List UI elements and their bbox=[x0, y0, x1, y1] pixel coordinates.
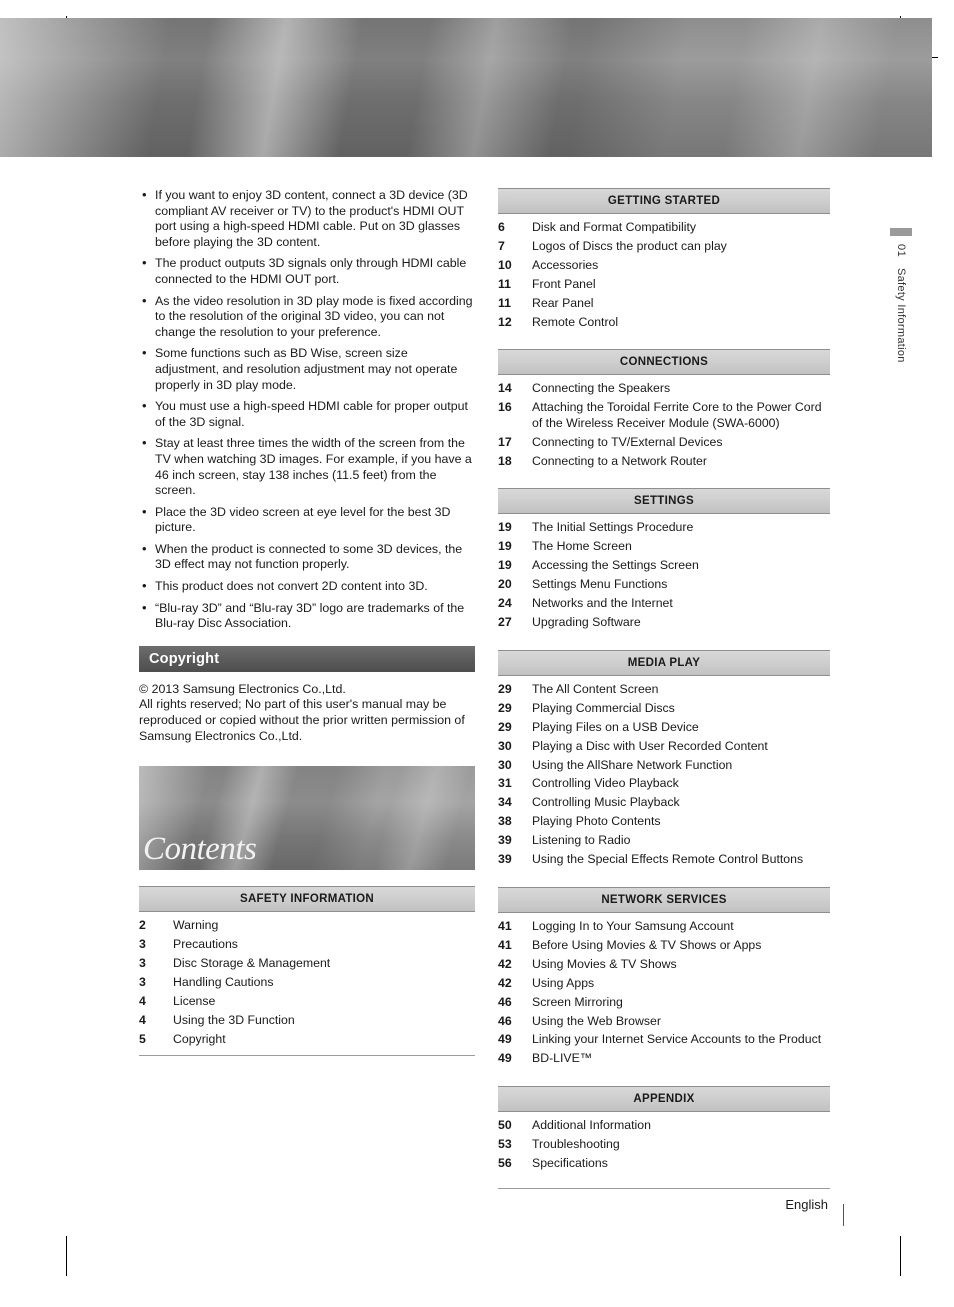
table-row[interactable] bbox=[498, 814, 830, 833]
toc-label: Copyright bbox=[173, 1031, 226, 1046]
toc-label: Connecting to a Network Router bbox=[532, 453, 707, 468]
side-tab-label: Safety Information bbox=[895, 268, 907, 363]
toc-page: 42 bbox=[498, 975, 512, 990]
toc-table-safety-information bbox=[139, 918, 475, 1050]
toc-label: Handling Cautions bbox=[173, 974, 274, 989]
toc-page: 10 bbox=[498, 257, 512, 272]
toc-label: Linking your Internet Service Accounts to the Product bbox=[532, 1032, 822, 1047]
contents-title: Contents bbox=[143, 831, 257, 868]
toc-label: Specifications bbox=[532, 1156, 608, 1171]
right-column bbox=[498, 188, 830, 1175]
toc-label: The All Content Screen bbox=[532, 681, 659, 696]
table-row[interactable] bbox=[498, 220, 830, 239]
table-row[interactable] bbox=[498, 795, 830, 814]
toc-page: 19 bbox=[498, 539, 512, 554]
table-row[interactable] bbox=[498, 381, 830, 400]
toc-page: 38 bbox=[498, 814, 512, 829]
list-item: • When the product is connected to some 3D devices, the 3D effect may not function properly. bbox=[139, 542, 475, 573]
table-row[interactable] bbox=[498, 682, 830, 701]
table-row[interactable] bbox=[498, 435, 830, 454]
toc-table-connections bbox=[498, 381, 830, 472]
toc-label: Disc Storage & Management bbox=[173, 956, 331, 971]
toc-table-media-play bbox=[498, 682, 830, 871]
toc-section-heading-settings: SETTINGS bbox=[498, 488, 830, 514]
list-item: • Stay at least three times the width of the screen from the TV when watching 3D images. For example, if you have a 46 inch screen, stay 138 inches (11.5 feet) from the screen. bbox=[139, 436, 475, 498]
toc-page: 42 bbox=[498, 956, 512, 971]
page-footer bbox=[498, 1188, 830, 1212]
table-row[interactable] bbox=[498, 520, 830, 539]
table-row[interactable] bbox=[498, 938, 830, 957]
toc-page: 39 bbox=[498, 833, 512, 848]
toc-page: 29 bbox=[498, 700, 512, 715]
toc-label: Using the Web Browser bbox=[532, 1013, 661, 1028]
toc-page: 49 bbox=[498, 1051, 512, 1066]
toc-page: 16 bbox=[498, 400, 512, 415]
toc-page: 4 bbox=[139, 993, 146, 1008]
toc-page: 34 bbox=[498, 795, 512, 810]
toc-page: 14 bbox=[498, 381, 512, 396]
toc-page: 6 bbox=[498, 220, 505, 234]
toc-page: 24 bbox=[498, 596, 512, 611]
table-row[interactable] bbox=[498, 400, 830, 434]
toc-label: Accessories bbox=[532, 257, 599, 272]
toc-section-heading-connections: CONNECTIONS bbox=[498, 349, 830, 375]
toc-label: Rear Panel bbox=[532, 295, 594, 310]
toc-page: 19 bbox=[498, 520, 512, 535]
toc-label: The Home Screen bbox=[532, 539, 632, 554]
table-row[interactable] bbox=[498, 995, 830, 1014]
toc-label: License bbox=[173, 993, 216, 1008]
toc-page: 29 bbox=[498, 681, 512, 696]
table-row[interactable] bbox=[139, 937, 475, 956]
toc-table-getting-started bbox=[498, 220, 830, 333]
toc-section-heading-getting-started: GETTING STARTED bbox=[498, 188, 830, 214]
left-column bbox=[139, 188, 475, 1056]
table-row[interactable] bbox=[498, 539, 830, 558]
toc-page: 39 bbox=[498, 852, 512, 867]
table-row[interactable] bbox=[498, 596, 830, 615]
list-item: • You must use a high-speed HDMI cable for proper output of the 3D signal. bbox=[139, 399, 475, 430]
toc-label: Playing Commercial Discs bbox=[532, 700, 675, 715]
table-row[interactable] bbox=[498, 720, 830, 739]
copyright-line-2: All rights reserved; No part of this user's manual may be reproduced or copied without the prior written permission of Samsung Electronics Co.,Ltd. bbox=[139, 697, 465, 743]
toc-page: 46 bbox=[498, 1013, 512, 1028]
header-banner-image bbox=[0, 18, 932, 157]
table-row[interactable] bbox=[498, 758, 830, 777]
copyright-text bbox=[139, 682, 475, 744]
toc-label: BD-LIVE™ bbox=[532, 1051, 593, 1066]
table-row[interactable] bbox=[139, 975, 475, 994]
table-row[interactable] bbox=[498, 454, 830, 473]
toc-divider bbox=[139, 1055, 475, 1056]
toc-page: 18 bbox=[498, 453, 512, 468]
toc-label: Using Apps bbox=[532, 975, 595, 990]
footer-language: English bbox=[785, 1197, 828, 1212]
table-row[interactable] bbox=[139, 956, 475, 975]
toc-page: 19 bbox=[498, 558, 512, 573]
toc-page: 46 bbox=[498, 994, 512, 1009]
toc-label: Using the Special Effects Remote Control Buttons bbox=[532, 852, 804, 867]
toc-label: Upgrading Software bbox=[532, 615, 641, 629]
table-row[interactable] bbox=[498, 739, 830, 758]
toc-page: 50 bbox=[498, 1118, 512, 1133]
contents-hero-image bbox=[139, 766, 475, 870]
list-item: • If you want to enjoy 3D content, connect a 3D device (3D compliant AV receiver or TV) to the product's HDMI OUT port using a high-speed HDMI cable. Put on 3D glasses before playing the 3D content. bbox=[139, 188, 475, 250]
toc-label: Attaching the Toroidal Ferrite Core to the Power Cord of the Wireless Receiver Module (SWA-6000) bbox=[532, 400, 822, 430]
table-row[interactable] bbox=[498, 919, 830, 938]
table-row[interactable] bbox=[498, 1118, 830, 1137]
toc-page: 20 bbox=[498, 577, 512, 592]
toc-page: 30 bbox=[498, 757, 512, 772]
toc-label: Controlling Video Playback bbox=[532, 776, 679, 791]
table-row[interactable] bbox=[498, 1051, 830, 1070]
table-row[interactable] bbox=[498, 1032, 830, 1051]
page-number: 01 bbox=[895, 244, 907, 258]
table-row[interactable] bbox=[498, 701, 830, 720]
table-row[interactable] bbox=[498, 833, 830, 852]
toc-label: Logging In to Your Samsung Account bbox=[532, 918, 734, 933]
toc-label: Listening to Radio bbox=[532, 833, 631, 848]
table-row[interactable] bbox=[498, 558, 830, 577]
page-side-tab bbox=[890, 228, 912, 368]
toc-label: Before Using Movies & TV Shows or Apps bbox=[532, 937, 762, 952]
toc-page: 53 bbox=[498, 1137, 512, 1152]
table-row[interactable] bbox=[498, 296, 830, 315]
toc-label: The Initial Settings Procedure bbox=[532, 520, 694, 535]
toc-table-network-services bbox=[498, 919, 830, 1070]
table-row[interactable] bbox=[139, 918, 475, 937]
toc-table-settings bbox=[498, 520, 830, 633]
toc-label: Playing Files on a USB Device bbox=[532, 719, 699, 734]
toc-page: 3 bbox=[139, 956, 146, 971]
toc-label: Warning bbox=[173, 918, 219, 933]
toc-section-heading-network-services: NETWORK SERVICES bbox=[498, 887, 830, 913]
toc-label: Playing a Disc with User Recorded Content bbox=[532, 738, 768, 753]
list-item: • The product outputs 3D signals only through HDMI cable connected to the HDMI OUT port. bbox=[139, 256, 475, 287]
toc-label: Front Panel bbox=[532, 276, 596, 291]
toc-page: 12 bbox=[498, 314, 512, 329]
table-row[interactable] bbox=[139, 1013, 475, 1032]
toc-page: 3 bbox=[139, 974, 146, 989]
copyright-line-1: © 2013 Samsung Electronics Co.,Ltd. bbox=[139, 681, 346, 696]
toc-table-appendix bbox=[498, 1118, 830, 1175]
crop-mark-bottom-left bbox=[66, 1236, 67, 1276]
toc-label: Troubleshooting bbox=[532, 1137, 620, 1152]
toc-page: 41 bbox=[498, 918, 512, 933]
table-row[interactable] bbox=[498, 852, 830, 871]
toc-page: 4 bbox=[139, 1012, 146, 1027]
toc-section-heading-safety-information: SAFETY INFORMATION bbox=[139, 886, 475, 912]
toc-page: 7 bbox=[498, 238, 505, 253]
side-tab-bar bbox=[890, 228, 912, 236]
toc-page: 31 bbox=[498, 776, 512, 791]
table-row[interactable] bbox=[498, 957, 830, 976]
table-row[interactable] bbox=[498, 615, 830, 634]
toc-label: Additional Information bbox=[532, 1118, 651, 1133]
table-row[interactable] bbox=[498, 277, 830, 296]
table-row[interactable] bbox=[498, 976, 830, 995]
toc-page: 27 bbox=[498, 615, 512, 629]
table-row[interactable] bbox=[498, 239, 830, 258]
toc-label: Accessing the Settings Screen bbox=[532, 558, 699, 573]
toc-section-heading-media-play: MEDIA PLAY bbox=[498, 650, 830, 676]
list-item: • “Blu-ray 3D” and “Blu-ray 3D” logo are trademarks of the Blu-ray Disc Association. bbox=[139, 601, 475, 632]
toc-label: Controlling Music Playback bbox=[532, 795, 680, 810]
table-row[interactable] bbox=[139, 994, 475, 1013]
list-item: • Some functions such as BD Wise, screen size adjustment, and resolution adjustment may not operate properly in 3D play mode. bbox=[139, 346, 475, 393]
table-row[interactable] bbox=[498, 315, 830, 334]
table-row[interactable] bbox=[139, 1032, 475, 1051]
toc-page: 30 bbox=[498, 738, 512, 753]
toc-label: Remote Control bbox=[532, 314, 619, 329]
toc-label: Connecting the Speakers bbox=[532, 381, 671, 396]
table-row[interactable] bbox=[498, 1137, 830, 1156]
toc-label: Using the 3D Function bbox=[173, 1012, 295, 1027]
list-item: • This product does not convert 2D content into 3D. bbox=[139, 579, 475, 595]
toc-label: Using the AllShare Network Function bbox=[532, 757, 733, 772]
toc-label: Settings Menu Functions bbox=[532, 577, 668, 592]
toc-page: 49 bbox=[498, 1032, 512, 1047]
toc-section-heading-appendix: APPENDIX bbox=[498, 1086, 830, 1112]
3d-notes-list bbox=[139, 188, 475, 632]
list-item: • Place the 3D video screen at eye level for the best 3D picture. bbox=[139, 505, 475, 536]
table-row[interactable] bbox=[498, 258, 830, 277]
toc-page: 11 bbox=[498, 295, 511, 310]
toc-label: Logos of Discs the product can play bbox=[532, 238, 727, 253]
toc-label: Playing Photo Contents bbox=[532, 814, 661, 829]
table-row[interactable] bbox=[498, 776, 830, 795]
copyright-heading: Copyright bbox=[139, 646, 475, 672]
toc-label: Networks and the Internet bbox=[532, 596, 673, 611]
toc-page: 5 bbox=[139, 1031, 146, 1046]
toc-page: 29 bbox=[498, 719, 512, 734]
toc-label: Connecting to TV/External Devices bbox=[532, 434, 723, 449]
table-row[interactable] bbox=[498, 1014, 830, 1033]
toc-label: Using Movies & TV Shows bbox=[532, 956, 677, 971]
toc-page: 11 bbox=[498, 276, 511, 291]
toc-page: 2 bbox=[139, 918, 146, 933]
list-item: • As the video resolution in 3D play mode is fixed according to the resolution of the original 3D video, you can not change the resolution to your preference. bbox=[139, 294, 475, 341]
toc-page: 3 bbox=[139, 937, 146, 952]
footer-tick-mark bbox=[843, 1204, 844, 1226]
toc-label: Precautions bbox=[173, 937, 238, 952]
toc-label: Disk and Format Compatibility bbox=[532, 220, 697, 234]
table-row[interactable] bbox=[498, 1156, 830, 1175]
crop-mark-bottom-right bbox=[900, 1236, 901, 1276]
toc-page: 17 bbox=[498, 434, 512, 449]
toc-page: 41 bbox=[498, 937, 512, 952]
toc-label: Screen Mirroring bbox=[532, 994, 623, 1009]
table-row[interactable] bbox=[498, 577, 830, 596]
toc-page: 56 bbox=[498, 1156, 512, 1171]
